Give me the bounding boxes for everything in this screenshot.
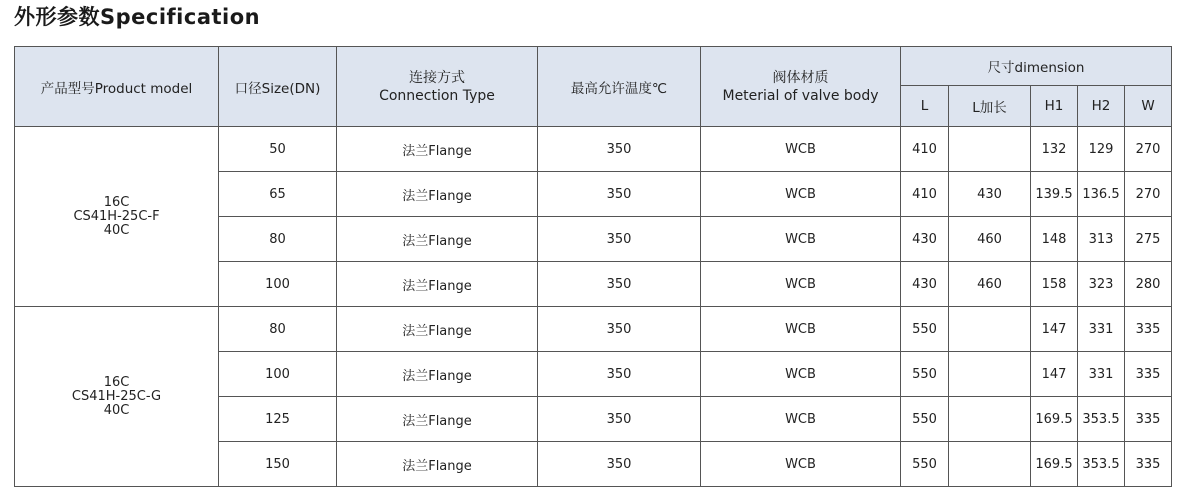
cell-product-model — [15, 127, 219, 307]
cell-dim-l: 550 — [901, 442, 949, 487]
cell-material: WCB — [701, 442, 901, 487]
header-connection-cn: 连接方式 — [409, 69, 465, 86]
cell-size: 65 — [219, 172, 337, 217]
cell-connection: 法兰Flange — [337, 127, 538, 172]
cell-connection: 法兰Flange — [337, 262, 538, 307]
cell-dim-w: 335 — [1125, 442, 1172, 487]
cell-dim-l-extended: 430 — [949, 172, 1031, 217]
cell-dim-h1: 139.5 — [1031, 172, 1078, 217]
cell-dim-h1: 147 — [1031, 352, 1078, 397]
cell-size: 150 — [219, 442, 337, 487]
cell-dim-h1: 158 — [1031, 262, 1078, 307]
cell-dim-w: 335 — [1125, 307, 1172, 352]
cell-dim-w: 270 — [1125, 172, 1172, 217]
cell-max-temp: 350 — [538, 217, 701, 262]
cell-dim-l-extended — [949, 352, 1031, 397]
cell-dim-w: 270 — [1125, 127, 1172, 172]
cell-dim-l: 410 — [901, 127, 949, 172]
header-connection-en: Connection Type — [379, 87, 495, 104]
cell-dim-h2: 331 — [1078, 307, 1125, 352]
cell-max-temp: 350 — [538, 352, 701, 397]
product-model-line: 16C — [103, 194, 130, 210]
cell-dim-h2: 323 — [1078, 262, 1125, 307]
cell-dim-h2: 353.5 — [1078, 442, 1125, 487]
cell-dim-h1: 147 — [1031, 307, 1078, 352]
header-dim-w: W — [1125, 86, 1172, 127]
header-dimension: 尺寸dimension — [901, 47, 1172, 86]
header-connection-type — [337, 47, 538, 127]
product-model-line: 40C — [103, 402, 130, 418]
header-material-cn: 阀体材质 — [772, 69, 829, 86]
cell-size: 100 — [219, 262, 337, 307]
cell-dim-l: 430 — [901, 217, 949, 262]
cell-connection: 法兰Flange — [337, 307, 538, 352]
product-model-line: CS41H-25C-G — [71, 388, 162, 404]
header-size: 口径Size(DN) — [219, 47, 337, 127]
cell-material: WCB — [701, 127, 901, 172]
cell-dim-l: 430 — [901, 262, 949, 307]
cell-connection: 法兰Flange — [337, 172, 538, 217]
cell-dim-l-extended — [949, 127, 1031, 172]
cell-dim-w: 335 — [1125, 397, 1172, 442]
cell-max-temp: 350 — [538, 442, 701, 487]
header-dim-h1: H1 — [1031, 86, 1078, 127]
cell-dim-l-extended — [949, 442, 1031, 487]
cell-dim-h2: 331 — [1078, 352, 1125, 397]
cell-max-temp: 350 — [538, 397, 701, 442]
cell-dim-l: 550 — [901, 352, 949, 397]
cell-material: WCB — [701, 262, 901, 307]
cell-dim-w: 280 — [1125, 262, 1172, 307]
cell-product-model — [15, 307, 219, 487]
cell-connection: 法兰Flange — [337, 442, 538, 487]
cell-dim-w: 335 — [1125, 352, 1172, 397]
cell-dim-h1: 169.5 — [1031, 397, 1078, 442]
cell-max-temp: 350 — [538, 172, 701, 217]
page-title: 外形参数Specification — [14, 5, 261, 29]
cell-max-temp: 350 — [538, 127, 701, 172]
cell-dim-h1: 169.5 — [1031, 442, 1078, 487]
cell-dim-h1: 132 — [1031, 127, 1078, 172]
cell-material: WCB — [701, 307, 901, 352]
cell-size: 80 — [219, 217, 337, 262]
table-body — [15, 127, 1172, 487]
cell-dim-w: 275 — [1125, 217, 1172, 262]
header-valve-body-material — [701, 47, 901, 127]
cell-size: 50 — [219, 127, 337, 172]
header-max-temperature: 最高允许温度℃ — [538, 47, 701, 127]
cell-dim-h2: 136.5 — [1078, 172, 1125, 217]
cell-max-temp: 350 — [538, 307, 701, 352]
cell-material: WCB — [701, 172, 901, 217]
table-row — [15, 307, 1172, 352]
cell-dim-l-extended — [949, 307, 1031, 352]
cell-size: 100 — [219, 352, 337, 397]
header-dim-l-extended: L加长 — [949, 86, 1031, 127]
cell-dim-l-extended: 460 — [949, 217, 1031, 262]
cell-material: WCB — [701, 397, 901, 442]
cell-dim-h2: 353.5 — [1078, 397, 1125, 442]
cell-dim-h1: 148 — [1031, 217, 1078, 262]
cell-max-temp: 350 — [538, 262, 701, 307]
cell-dim-h2: 313 — [1078, 217, 1125, 262]
product-model-line: 40C — [103, 222, 130, 238]
product-model-line: CS41H-25C-F — [73, 208, 160, 224]
product-model-line: 16C — [103, 374, 130, 390]
table-row — [15, 127, 1172, 172]
cell-size: 125 — [219, 397, 337, 442]
cell-material: WCB — [701, 352, 901, 397]
cell-dim-l-extended: 460 — [949, 262, 1031, 307]
cell-material: WCB — [701, 217, 901, 262]
cell-connection: 法兰Flange — [337, 397, 538, 442]
cell-dim-l: 410 — [901, 172, 949, 217]
header-dim-l: L — [901, 86, 949, 127]
header-dim-h2: H2 — [1078, 86, 1125, 127]
cell-size: 80 — [219, 307, 337, 352]
cell-dim-l-extended — [949, 397, 1031, 442]
header-product-model: 产品型号Product model — [15, 47, 219, 127]
header-material-en: Meterial of valve body — [722, 87, 879, 104]
specification-table — [14, 46, 1172, 487]
cell-dim-l: 550 — [901, 397, 949, 442]
table-header — [15, 47, 1172, 127]
cell-dim-l: 550 — [901, 307, 949, 352]
cell-dim-h2: 129 — [1078, 127, 1125, 172]
cell-connection: 法兰Flange — [337, 352, 538, 397]
cell-connection: 法兰Flange — [337, 217, 538, 262]
